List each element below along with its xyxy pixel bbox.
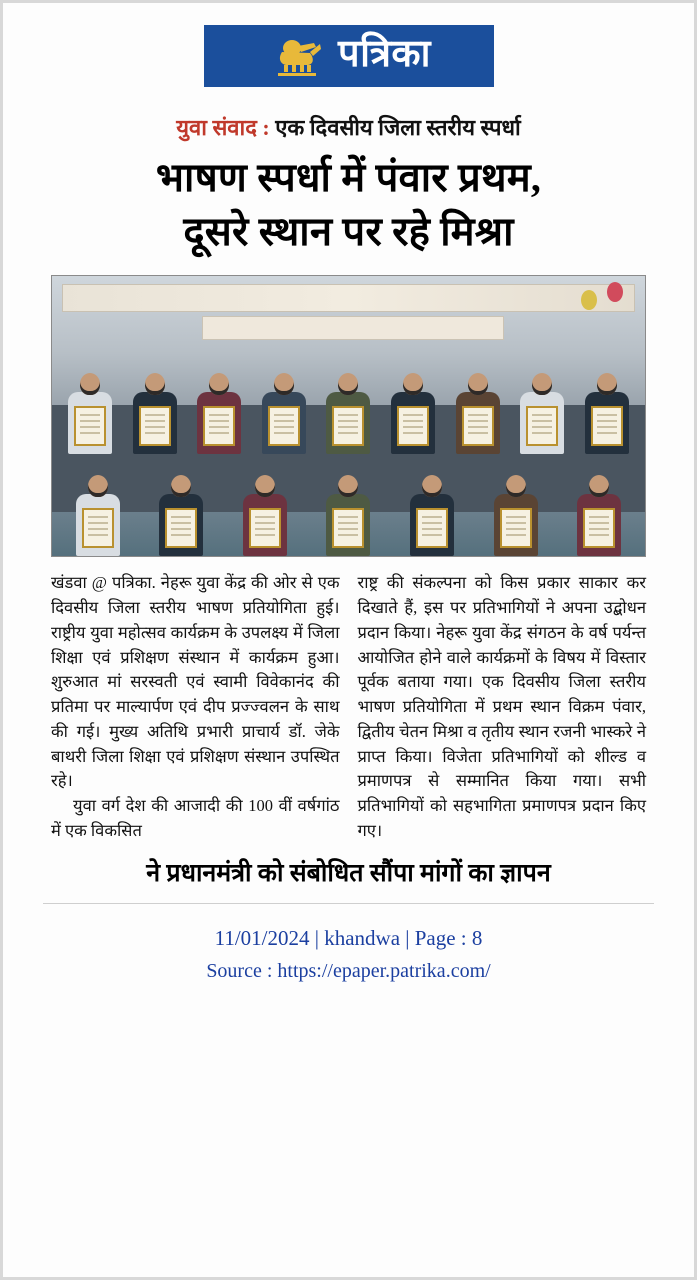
headline-line-1: भाषण स्पर्धा में पंवार प्रथम, (155, 155, 542, 201)
person-figure (190, 334, 248, 454)
clipping-footer (3, 922, 694, 988)
kicker-red-text: युवा संवाद : (176, 115, 270, 140)
edition-name: khandwa (324, 925, 401, 950)
lion-emblem-icon (266, 33, 328, 79)
article-column-right (358, 571, 647, 843)
person-figure (449, 334, 507, 454)
person-figure (61, 334, 119, 454)
paragraph: युवा वर्ग देश की आजादी की 100 वीं वर्षगांठ में एक विकसित (51, 796, 340, 840)
photo-back-row (52, 334, 645, 454)
divider (43, 903, 654, 904)
person-figure (255, 334, 313, 454)
article-photo (51, 275, 646, 557)
publication-date: 11/01/2024 (214, 925, 310, 950)
page-number-label: Page : 8 (414, 925, 483, 950)
secondary-headline: ने प्रधानमंत्री को संबोधित सौंपा मांगों का ज्ञापन (146, 859, 551, 887)
paragraph: राष्ट्र की संकल्पना को किस प्रकार साकार कर दिखाते हैं, इस पर प्रतिभागियों ने अपना उद्बोधन प्रदान किया। नेहरू युवा केंद्र संगठन के वर्ष पर्यन्त आयोजित होने वाले कार्यक्रमों के विषय में विस्तार पूर्वक बताया गया। एक दिवसीय जिला स्तरीय भाषण प्रतियोगिता में प्रथम स्थान विक्रम पंवार, द्वितीय चेतन मिश्रा व तृतीय स्थान रजनी भास्करे ने प्राप्त किया। विजेता प्रतिभागियों को शील्ड व प्रमाणपत्र से सम्मानित किया गया। सभी प्रतिभागियों को सहभागिता प्रमाणपत्र प्रदान किए गए। (357, 573, 646, 840)
person-figure (578, 334, 636, 454)
person-figure (319, 334, 377, 454)
person-figure (126, 334, 184, 454)
footer-source-line (3, 955, 694, 987)
person-figure (384, 334, 442, 454)
photo-backdrop-banner (62, 284, 635, 312)
footer-separator-2: | (405, 925, 410, 950)
masthead-title: पत्रिका (338, 33, 431, 75)
footer-meta-line (3, 922, 694, 956)
page-title (37, 151, 660, 259)
article-kicker (3, 115, 694, 141)
article-body (51, 571, 646, 843)
source-label: Source : (206, 960, 273, 983)
person-figure (513, 334, 571, 454)
masthead (204, 25, 494, 87)
source-url-link[interactable]: https://epaper.patrika.com/ (277, 960, 491, 983)
kicker-black-text: एक दिवसीय जिला स्तरीय स्पर्धा (275, 115, 521, 140)
footer-separator-1: | (314, 925, 319, 950)
paragraph: खंडवा @ पत्रिका. नेहरू युवा केंद्र की ओर से एक दिवसीय जिला स्तरीय भाषण प्रतियोगिता हुई। राष्ट्रीय युवा महोत्सव कार्यक्रम के उपलक्ष्य में जिला शिक्षा एवं प्रशिक्षण संस्थान में कार्यक्रम हुआ। शुरुआत मां सरस्वती एवं स्वामी विवेकानंद की प्रतिमा पर माल्यार्पण एवं दीप प्रज्ज्वलन के साथ की गई। मुख्य अतिथि प्रभारी प्राचार्य डॉ. जेके बाथरी जिला शिक्षा एवं प्रशिक्षण संस्थान उपस्थित रहे। (51, 573, 340, 791)
article-column-left (51, 571, 340, 843)
headline-line-2: दूसरे स्थान पर रहे मिश्रा (183, 209, 514, 255)
